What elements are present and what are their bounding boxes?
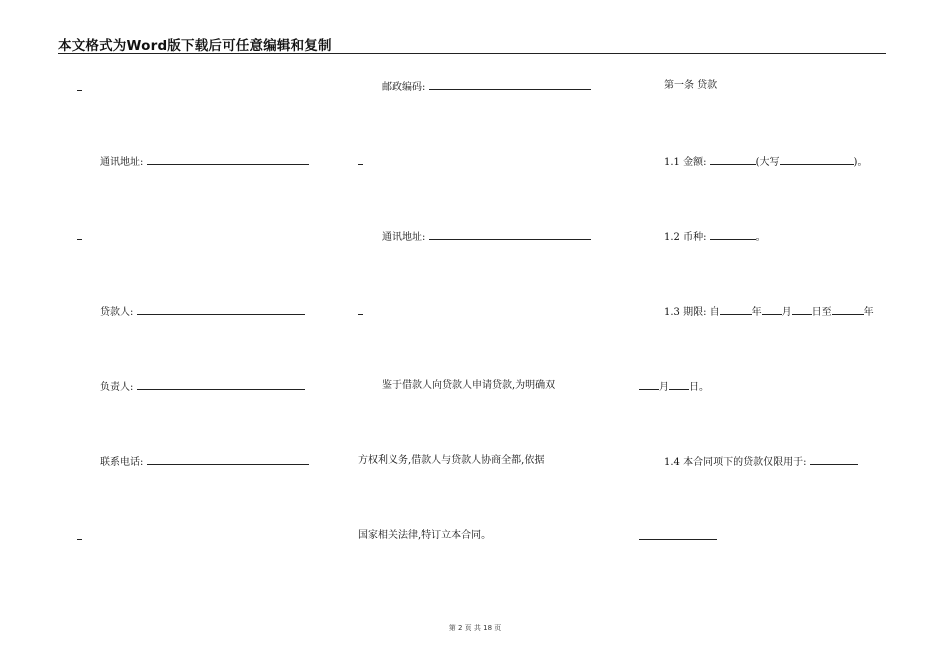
page-number [0, 623, 950, 633]
article-heading: 第一条 贷款 [664, 80, 718, 91]
address-blank [429, 229, 591, 240]
address-label: 通讯地址: [382, 232, 426, 243]
preamble-text-2: 方权利义务,借款人与贷款人协商全都,依据 [358, 455, 545, 466]
end-day-blank [669, 379, 689, 390]
address-label: 通讯地址: [100, 157, 144, 168]
amount-capital-blank [780, 154, 854, 165]
term-day2: 日。 [689, 382, 709, 393]
term-month2: 月 [659, 382, 669, 393]
amount-suffix: )。 [853, 157, 868, 168]
start-day-blank [792, 304, 812, 315]
line-marker [358, 164, 363, 165]
preamble-text-1: 鉴于借款人向贷款人申请贷款,为明确双 [382, 380, 556, 391]
phone-label: 联系电话: [100, 457, 144, 468]
purpose-blank [810, 454, 858, 465]
currency-suffix: 。 [755, 232, 766, 243]
person-in-charge-blank [137, 379, 305, 390]
lender-label: 贷款人: [100, 307, 134, 318]
phone-blank [147, 454, 309, 465]
start-month-blank [762, 304, 782, 315]
document-header-title: 本文格式为Word版下载后可任意编辑和复制 [58, 38, 332, 54]
phone-line [100, 454, 309, 470]
currency-line [664, 229, 766, 245]
term-year2: 年 [863, 307, 874, 318]
term-prefix: 1.3 期限: 自 [664, 307, 720, 318]
term-line-continued [639, 379, 709, 395]
address-blank [147, 154, 309, 165]
page-total: 18 [483, 624, 493, 632]
amount-mid: (大写 [755, 157, 780, 168]
purpose-blank-continued [639, 529, 717, 540]
preamble-text-3: 国家相关法律,特订立本合同。 [358, 530, 492, 541]
end-year-blank [832, 304, 864, 315]
currency-blank [710, 229, 756, 240]
page-suffix: 页 [494, 624, 502, 632]
term-line [664, 304, 874, 320]
amount-line [664, 154, 867, 170]
term-day-to: 日至 [811, 307, 832, 318]
person-in-charge-line [100, 379, 305, 395]
postcode-label: 邮政编码: [382, 82, 426, 93]
amount-prefix: 1.1 金额: [664, 157, 707, 168]
lender-address-line [382, 229, 591, 245]
amount-blank [710, 154, 756, 165]
page-prefix: 第 [448, 624, 456, 632]
postcode-line [382, 79, 591, 95]
page-current: 2 [457, 624, 463, 632]
page-mid: 页 共 [464, 624, 481, 632]
term-month: 月 [781, 307, 792, 318]
header-divider [58, 53, 886, 54]
postcode-blank [429, 79, 591, 90]
line-marker [77, 539, 82, 540]
end-month-blank [639, 379, 659, 390]
lender-line [100, 304, 305, 320]
start-year-blank [720, 304, 752, 315]
line-marker [77, 239, 82, 240]
line-marker [77, 90, 82, 91]
term-year: 年 [751, 307, 762, 318]
lender-blank [137, 304, 305, 315]
purpose-line-continued [639, 529, 717, 545]
line-marker [358, 314, 363, 315]
purpose-prefix: 1.4 本合同项下的贷款仅限用于: [664, 457, 807, 468]
borrower-address-line [100, 154, 309, 170]
currency-prefix: 1.2 币种: [664, 232, 707, 243]
person-in-charge-label: 负责人: [100, 382, 134, 393]
purpose-line [664, 454, 858, 470]
